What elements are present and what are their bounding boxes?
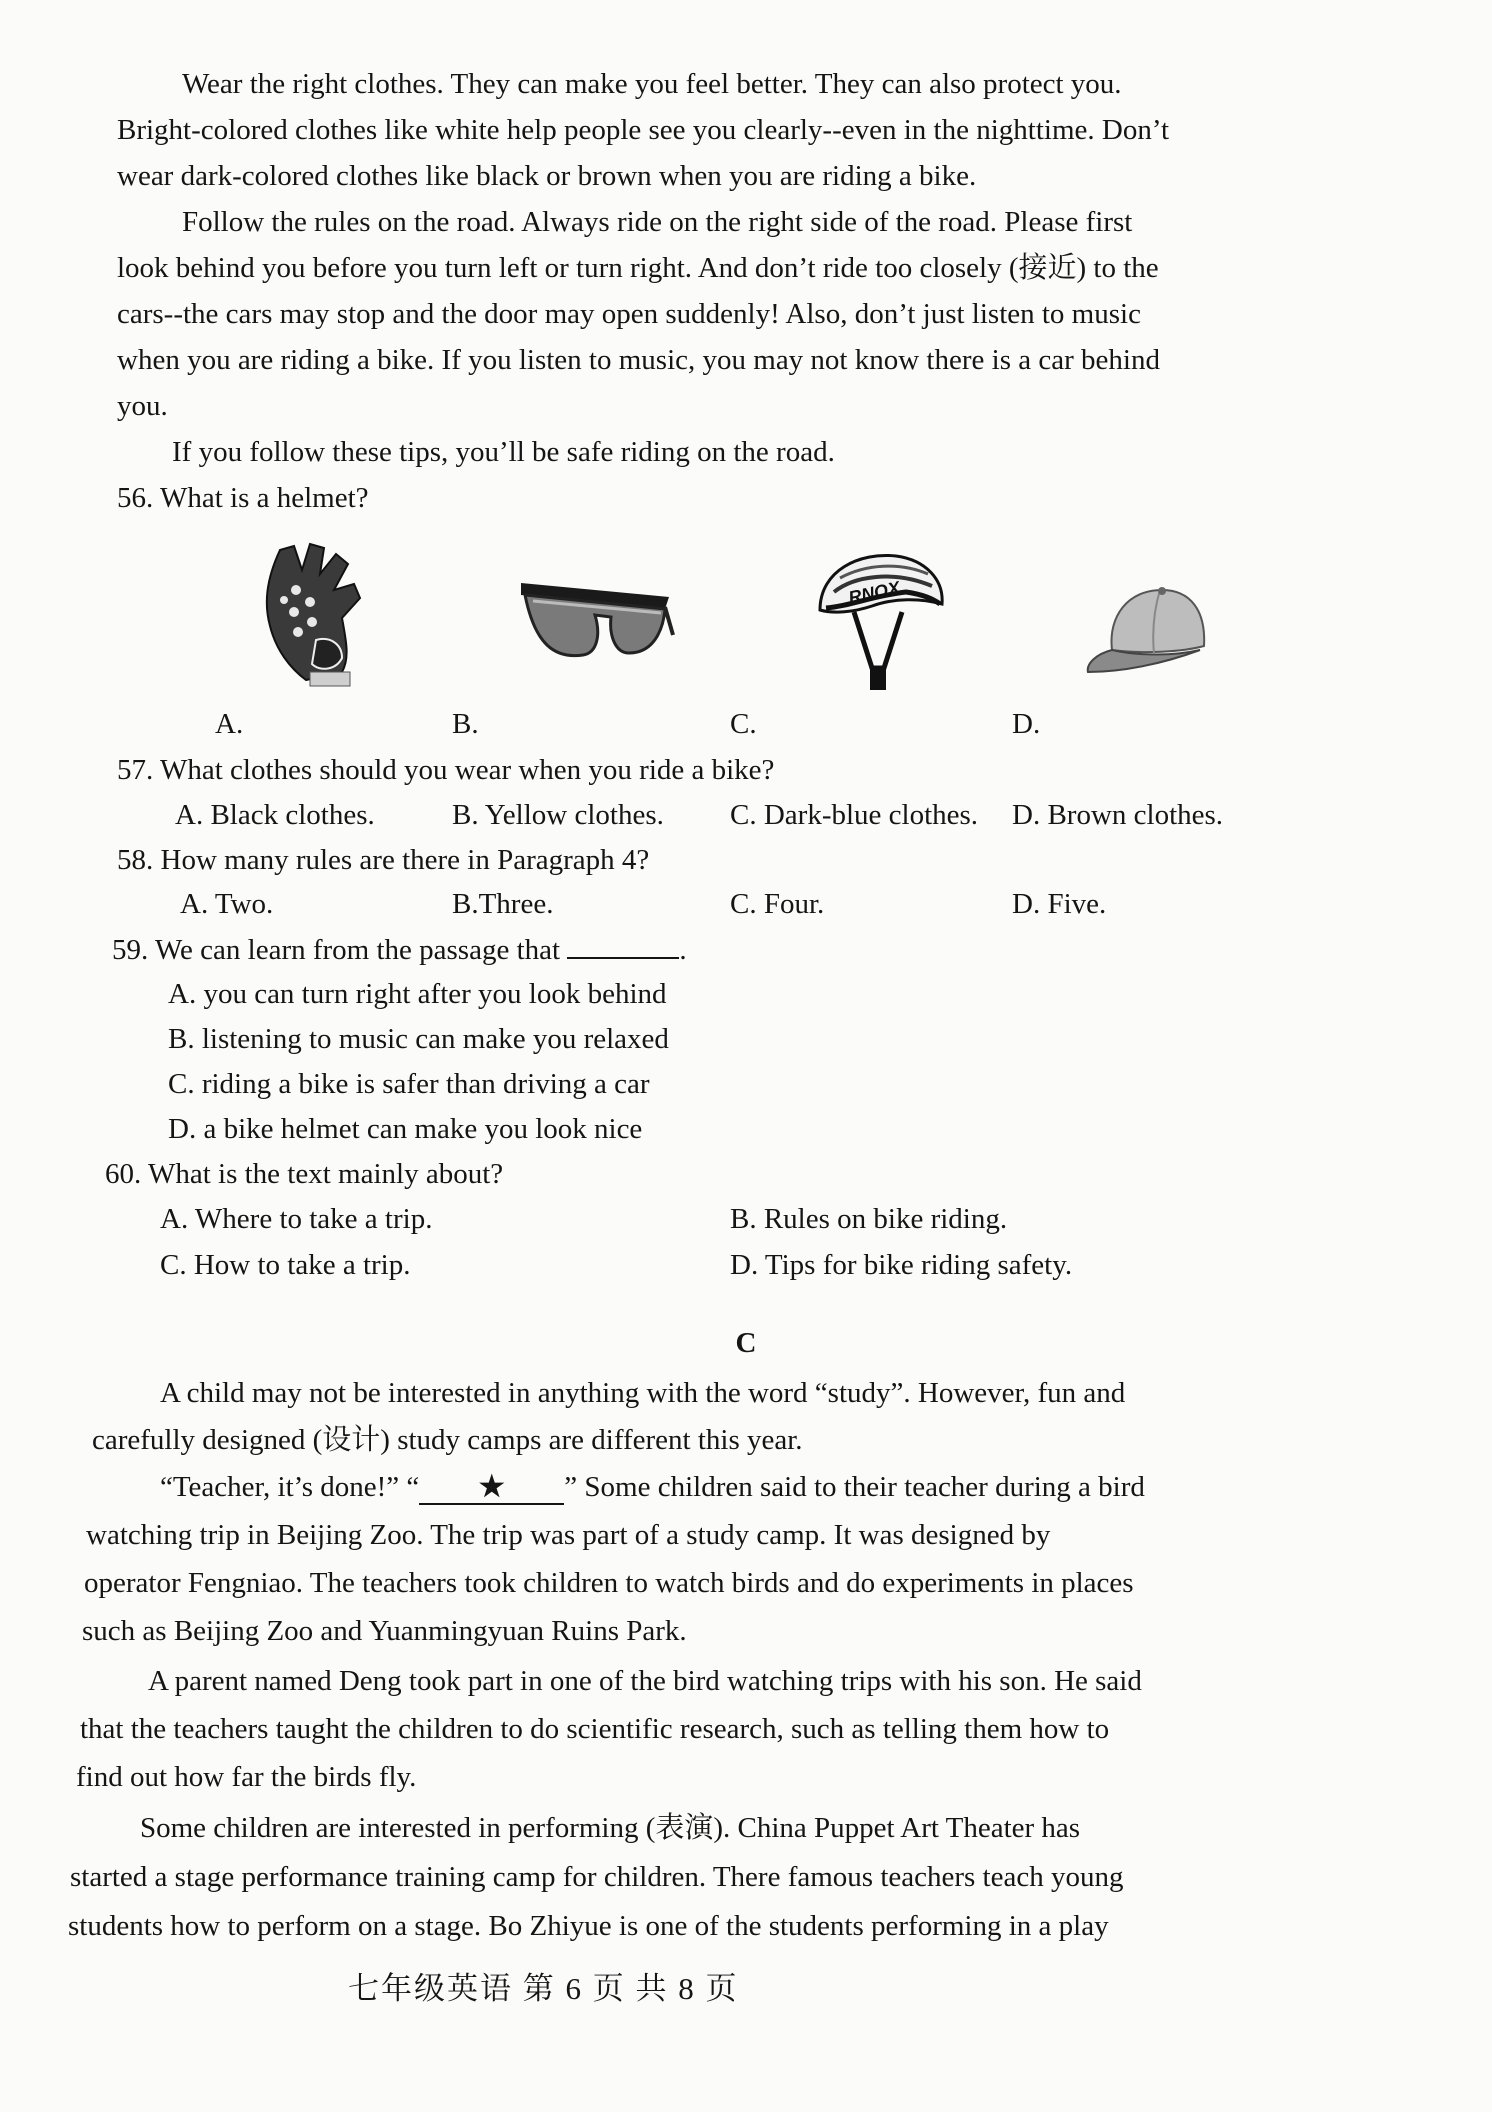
star-blank[interactable] bbox=[419, 1471, 564, 1505]
question-59-stem bbox=[112, 929, 687, 970]
passage-c-line: such as Beijing Zoo and Yuanmingyuan Ruins Park. bbox=[82, 1615, 687, 1647]
passage-line: Follow the rules on the road. Always ride on the right side of the road. Please first bbox=[182, 206, 1133, 238]
question-57-option-a[interactable]: A. Black clothes. bbox=[175, 799, 375, 831]
passage-c-line: Some children are interested in performing (表演). China Puppet Art Theater has bbox=[140, 1812, 1081, 1844]
helmet-brand-text: RNOX bbox=[846, 577, 902, 608]
passage-c-line: A child may not be interested in anything with the word “study”. However, fun and bbox=[160, 1377, 1126, 1409]
answer-blank[interactable] bbox=[567, 929, 679, 959]
question-60-option-a[interactable]: A. Where to take a trip. bbox=[160, 1203, 433, 1235]
question-59-option-a[interactable]: A. you can turn right after you look behind bbox=[168, 978, 667, 1010]
passage-c-line: operator Fengniao. The teachers took children to watch birds and do experiments in places bbox=[84, 1567, 1134, 1599]
question-59-option-b[interactable]: B. listening to music can make you relaxed bbox=[168, 1023, 669, 1055]
passage-line: when you are riding a bike. If you listen to music, you may not know there is a car behind bbox=[117, 344, 1160, 376]
question-56-stem: 56. What is a helmet? bbox=[117, 482, 369, 514]
passage-c-line: students how to perform on a stage. Bo Zhiyue is one of the students performing in a play bbox=[68, 1910, 1109, 1942]
passage-line: cars--the cars may stop and the door may open suddenly! Also, don’t just listen to music bbox=[117, 298, 1141, 330]
passage-c-line: that the teachers taught the children to do scientific research, such as telling them how to bbox=[80, 1713, 1110, 1745]
question-57-option-b[interactable]: B. Yellow clothes. bbox=[452, 799, 664, 831]
star-icon: ★ bbox=[478, 1471, 505, 1503]
question-60-option-d[interactable]: D. Tips for bike riding safety. bbox=[730, 1249, 1073, 1281]
section-c-heading: C bbox=[735, 1327, 757, 1359]
sunglasses-icon bbox=[515, 575, 675, 675]
passage-c-line: watching trip in Beijing Zoo. The trip was part of a study camp. It was designed by bbox=[86, 1519, 1051, 1551]
question-57-option-d[interactable]: D. Brown clothes. bbox=[1012, 799, 1224, 831]
passage-line: Bright-colored clothes like white help people see you clearly--even in the nighttime. Don’t bbox=[117, 114, 1170, 146]
glove-icon bbox=[250, 540, 380, 690]
passage-line: wear dark-colored clothes like black or brown when you are riding a bike. bbox=[117, 160, 977, 192]
question-58-option-b[interactable]: B.Three. bbox=[452, 888, 554, 920]
question-56-option-a[interactable]: A. bbox=[215, 708, 244, 740]
question-60-stem: 60. What is the text mainly about? bbox=[105, 1158, 504, 1190]
passage-c-line: started a stage performance training camp for children. There famous teachers teach young bbox=[70, 1861, 1124, 1893]
question-57-stem: 57. What clothes should you wear when you ride a bike? bbox=[117, 754, 775, 786]
page-footer: 七年级英语 第 6 页 共 8 页 bbox=[348, 1971, 739, 2006]
passage-c-line: find out how far the birds fly. bbox=[76, 1761, 417, 1793]
passage-c-line: carefully designed (设计) study camps are different this year. bbox=[92, 1424, 803, 1456]
question-58-option-d[interactable]: D. Five. bbox=[1012, 888, 1107, 920]
question-58-option-c[interactable]: C. Four. bbox=[730, 888, 825, 920]
question-56-option-c[interactable]: C. bbox=[730, 708, 757, 740]
question-56-option-d[interactable]: D. bbox=[1012, 708, 1041, 740]
question-59-period: . bbox=[679, 934, 687, 966]
helmet-icon bbox=[810, 548, 950, 698]
quote-end: ” Some children said to their teacher during a bird bbox=[564, 1471, 1145, 1503]
cap-icon bbox=[1082, 580, 1212, 690]
question-59-option-d[interactable]: D. a bike helmet can make you look nice bbox=[168, 1113, 643, 1145]
question-58-stem: 58. How many rules are there in Paragraph 4? bbox=[117, 844, 650, 876]
passage-line: look behind you before you turn left or turn right. And don’t ride too closely (接近) to the bbox=[117, 252, 1159, 284]
passage-line: Wear the right clothes. They can make you feel better. They can also protect you. bbox=[182, 68, 1122, 100]
question-58-option-a[interactable]: A. Two. bbox=[180, 888, 274, 920]
question-60-option-b[interactable]: B. Rules on bike riding. bbox=[730, 1203, 1008, 1235]
question-56-option-b[interactable]: B. bbox=[452, 708, 479, 740]
question-60-option-c[interactable]: C. How to take a trip. bbox=[160, 1249, 411, 1281]
passage-line: you. bbox=[117, 390, 168, 422]
question-57-option-c[interactable]: C. Dark-blue clothes. bbox=[730, 799, 979, 831]
passage-c-line bbox=[160, 1467, 1145, 1507]
question-59-option-c[interactable]: C. riding a bike is safer than driving a car bbox=[168, 1068, 650, 1100]
quote-start: “Teacher, it’s done!” “ bbox=[160, 1471, 420, 1503]
passage-line: If you follow these tips, you’ll be safe riding on the road. bbox=[172, 436, 835, 468]
passage-c-line: A parent named Deng took part in one of the bird watching trips with his son. He said bbox=[148, 1665, 1142, 1697]
question-59-text: 59. We can learn from the passage that bbox=[112, 934, 561, 966]
